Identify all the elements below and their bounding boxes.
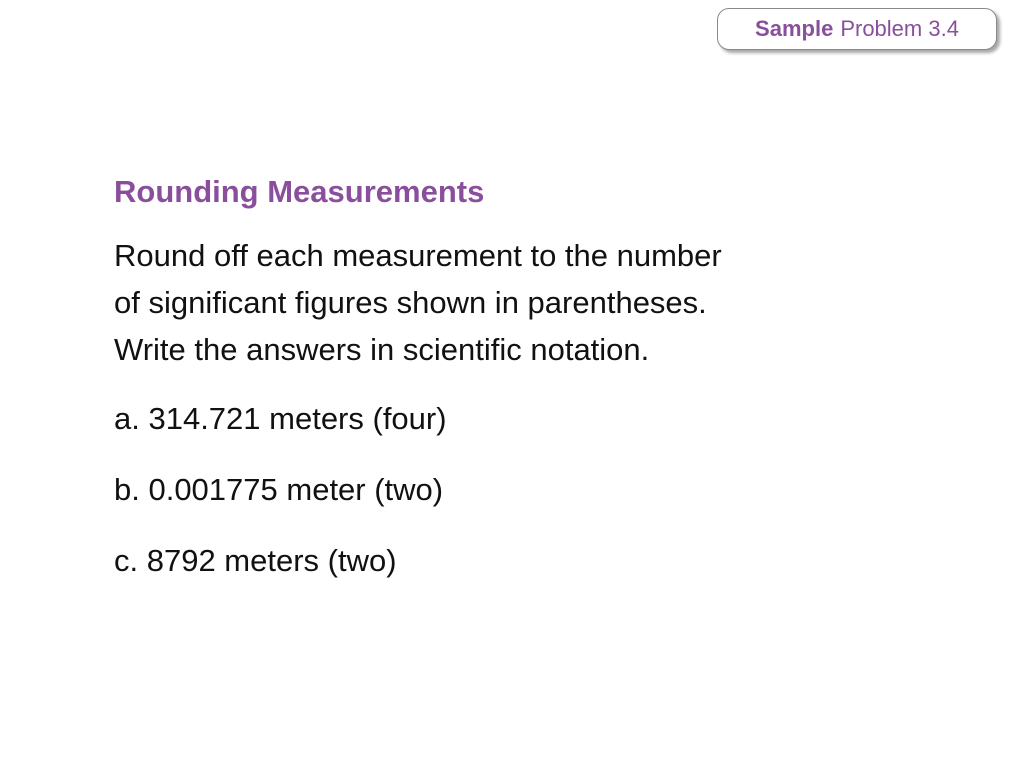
problem-item-b: b. 0.001775 meter (two) <box>114 472 444 507</box>
instruction-line: Round off each measurement to the number <box>114 238 722 273</box>
problem-item-c: c. 8792 meters (two) <box>114 543 397 578</box>
problem-instructions <box>114 232 874 373</box>
problem-content <box>114 170 874 608</box>
instruction-line: of significant figures shown in parentheses. <box>114 285 707 320</box>
badge-sample-label: Sample <box>755 16 834 41</box>
badge-problem-number: Problem 3.4 <box>840 16 959 41</box>
sample-problem-badge <box>717 8 997 50</box>
instruction-line: Write the answers in scientific notation. <box>114 332 650 367</box>
problem-item-a: a. 314.721 meters (four) <box>114 401 447 436</box>
problem-heading: Rounding Measurements <box>114 174 485 209</box>
